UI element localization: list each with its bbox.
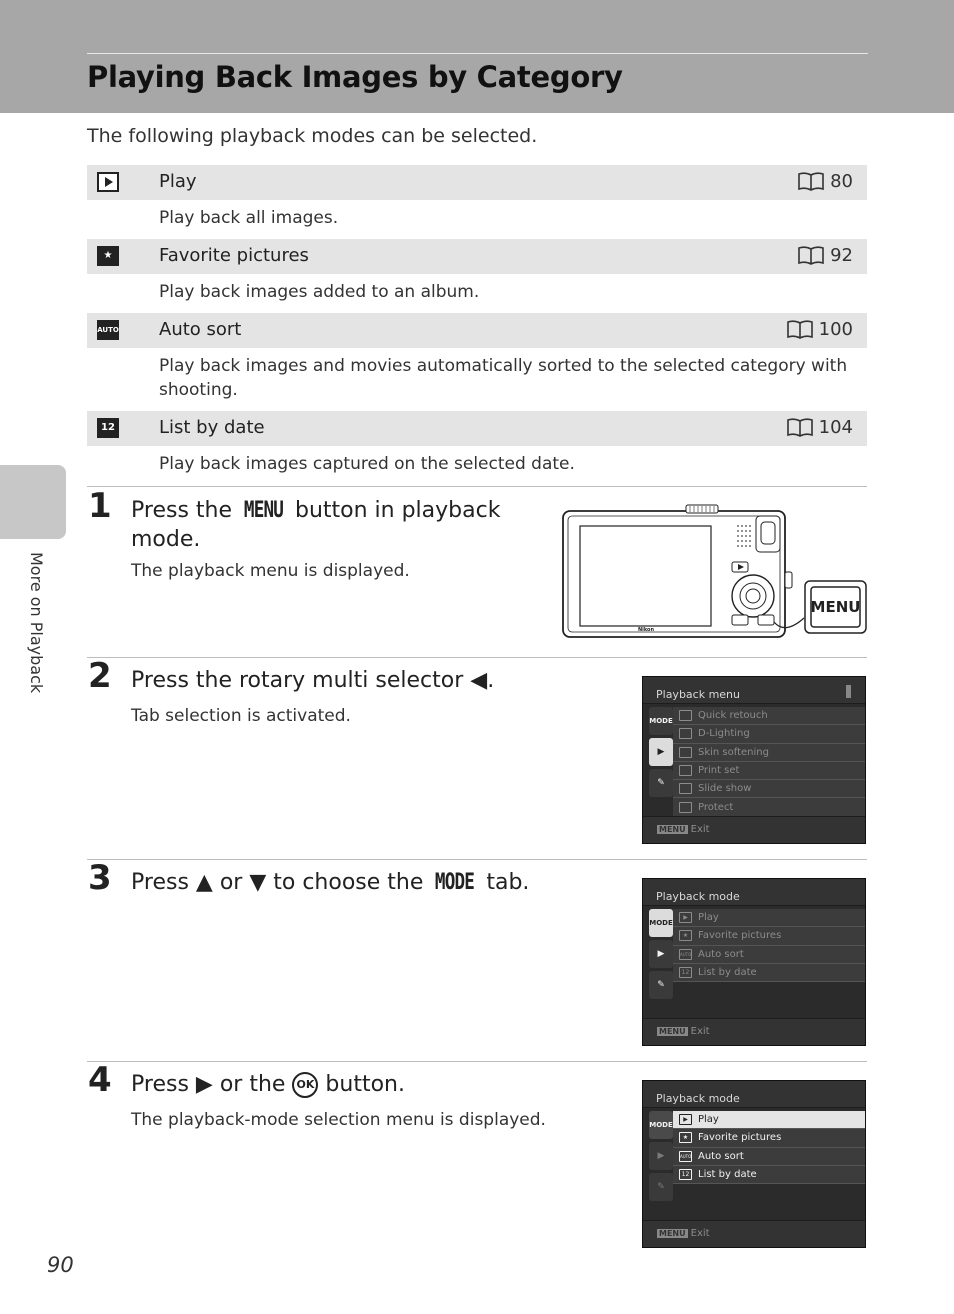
mode-table [87,165,867,485]
menu-item[interactable]: 12 List by date [673,964,865,982]
favorite-icon: ★ [97,246,119,266]
step-divider [87,657,867,658]
brand-logo: Nikon [637,627,655,633]
intro-text: The following playback modes can be selected. [87,125,538,147]
page-title: Playing Back Images by Category [87,60,623,94]
menu-item[interactable]: Slide show [673,780,865,798]
ok-button-glyph: OK [292,1072,318,1098]
protect-icon [679,802,692,813]
tab-setup[interactable] [649,1173,673,1201]
book-icon [798,172,824,191]
header-rule [87,53,868,54]
tab-column [649,1111,673,1204]
screen-playback-mode-tab [642,878,866,1046]
book-icon [787,320,813,339]
tab-column [649,909,673,1002]
step-description: The playback-mode selection menu is displayed. [131,1110,546,1130]
wrench-icon: ✎ [657,980,665,990]
tab-mode[interactable]: MODE [649,1111,673,1139]
favorite-icon: ★ [679,1132,692,1143]
page-reference: 80 [798,171,853,192]
step-title: Press ▲ or ▼ to choose the MODE tab. [131,870,530,895]
mode-description: Play back images added to an album. [159,282,480,302]
step-title: Press ▶ or the OK button. [131,1072,405,1097]
menu-item[interactable]: Quick retouch [673,707,865,725]
step-divider [87,1061,867,1062]
mode-row-play [87,165,867,239]
screen-title: Playback mode [656,890,740,903]
menu-item[interactable]: Protect [673,798,865,816]
mode-row-list-by-date [87,411,867,485]
auto-sort-icon: AUTO [679,949,692,960]
play-icon: ▶ [679,1114,692,1125]
list-by-date-icon: 12 [97,418,119,438]
step-divider [87,486,867,487]
play-icon [97,172,119,192]
mode-name: List by date [159,417,265,438]
menu-icon: MENU [659,1027,686,1036]
print-set-icon [679,765,692,776]
mode-name: Auto sort [159,319,242,340]
menu-list [673,707,865,817]
page-reference: 100 [787,319,853,340]
step-number: 1 [88,486,112,526]
right-arrow-glyph: ▶ [195,1072,213,1097]
screen-footer: MENU Exit [643,1220,865,1247]
menu-item[interactable]: 12 List by date [673,1166,865,1184]
scroll-indicator [846,685,851,698]
tab-playback[interactable] [649,1142,673,1170]
tab-setup[interactable] [649,971,673,999]
menu-item[interactable]: D-Lighting [673,725,865,743]
page-reference: 92 [798,245,853,266]
menu-list [673,1111,865,1184]
camera-back-illustration [560,500,870,640]
up-arrow-glyph: ▲ [195,870,213,895]
screen-playback-menu [642,676,866,844]
d-lighting-icon [679,728,692,739]
mode-tab-glyph: MODE [435,870,475,895]
tab-mode[interactable]: MODE [649,909,673,937]
left-arrow-glyph: ◀ [470,668,488,693]
mode-description: Play back all images. [159,208,339,228]
menu-list [673,909,865,982]
list-by-date-icon: 12 [679,967,692,978]
step-number: 2 [88,656,112,696]
mode-row-favorite [87,239,867,313]
step-title: Press the MENU button in playback mode. [131,498,501,552]
menu-item[interactable]: Print set [673,762,865,780]
page-reference: 104 [787,417,853,438]
play-icon: ▶ [657,949,665,959]
list-by-date-icon: 12 [679,1169,692,1180]
mode-row-auto-sort [87,313,867,411]
play-icon: ▶ [657,1151,665,1161]
wrench-icon: ✎ [657,1182,665,1192]
menu-icon: MENU [659,1229,686,1238]
menu-item[interactable]: ▶ Play [673,909,865,927]
menu-button-label: MENU [810,598,861,616]
book-icon [798,246,824,265]
book-icon [787,418,813,437]
screen-playback-mode-selection [642,1080,866,1248]
slide-show-icon [679,783,692,794]
screen-footer: MENU Exit [643,816,865,843]
tab-playback[interactable] [649,738,673,766]
menu-item[interactable]: AUTO Auto sort [673,1148,865,1166]
mode-description: Play back images captured on the selected date. [159,454,575,474]
mode-name: Play [159,171,197,192]
screen-footer: MENU Exit [643,1018,865,1045]
play-icon: ▶ [657,747,665,757]
menu-item[interactable]: AUTO Auto sort [673,946,865,964]
menu-item[interactable]: ★ Favorite pictures [673,927,865,945]
skin-softening-icon [679,747,692,758]
step-description: The playback menu is displayed. [131,561,410,581]
menu-icon: MENU [659,825,686,834]
step-number: 4 [88,1060,112,1100]
screen-title: Playback mode [656,1092,740,1105]
menu-item-selected[interactable]: ▶ Play [673,1111,865,1129]
step-divider [87,859,867,860]
chapter-label: More on Playback [27,552,46,694]
menu-item[interactable]: Skin softening [673,744,865,762]
wrench-icon: ✎ [657,778,665,788]
tab-setup[interactable] [649,769,673,797]
tab-mode[interactable]: MODE [649,707,673,735]
step-number: 3 [88,858,112,898]
menu-button-glyph: MENU [243,498,284,523]
header-bar [0,0,954,113]
favorite-icon: ★ [679,930,692,941]
auto-sort-icon: AUTO [679,1151,692,1162]
screen-title: Playback menu [656,688,741,701]
tab-playback[interactable] [649,940,673,968]
play-icon: ▶ [679,912,692,923]
auto-sort-icon: AUTO [97,320,119,340]
quick-retouch-icon [679,710,692,721]
tab-column [649,707,673,800]
chapter-tab [0,465,66,539]
step-title: Press the rotary multi selector ◀. [131,668,495,693]
mode-description: Play back images and movies automatically sorted to the selected category with shooting. [159,356,848,400]
menu-item[interactable]: ★ Favorite pictures [673,1129,865,1147]
step-description: Tab selection is activated. [131,706,351,726]
mode-name: Favorite pictures [159,245,309,266]
down-arrow-glyph: ▼ [249,870,267,895]
page-number: 90 [47,1253,74,1277]
